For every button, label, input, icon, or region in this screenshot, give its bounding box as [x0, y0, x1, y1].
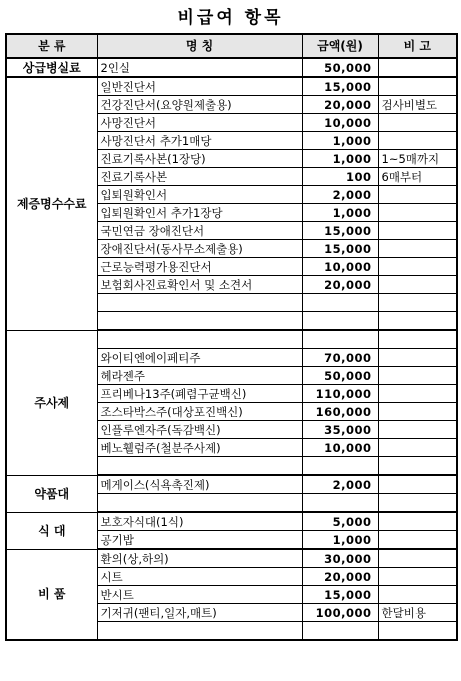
note-cell	[378, 58, 457, 77]
note-cell	[378, 349, 457, 367]
header-name: 명 칭	[97, 34, 302, 58]
amount-cell: 1,000	[302, 204, 378, 222]
table-row	[6, 330, 457, 349]
note-cell	[378, 586, 457, 604]
table-row	[6, 475, 457, 494]
amount-cell: 2,000	[302, 186, 378, 204]
item-name-cell: 입퇴원확인서 추가1장당	[97, 204, 302, 222]
item-name-cell: 공기밥	[97, 531, 302, 550]
amount-cell: 15,000	[302, 586, 378, 604]
note-cell	[378, 549, 457, 568]
note-cell	[378, 240, 457, 258]
amount-cell: 100	[302, 168, 378, 186]
item-name-cell: 시트	[97, 568, 302, 586]
note-cell	[378, 439, 457, 457]
amount-cell: 1,000	[302, 531, 378, 550]
amount-cell	[302, 312, 378, 331]
item-name-cell: 건강진단서(요양원제출용)	[97, 96, 302, 114]
amount-cell: 1,000	[302, 150, 378, 168]
note-cell	[378, 312, 457, 331]
note-cell	[378, 403, 457, 421]
note-cell	[378, 114, 457, 132]
note-cell: 6매부터	[378, 168, 457, 186]
item-name-cell: 기저귀(팬티,일자,매트)	[97, 604, 302, 622]
amount-cell	[302, 294, 378, 312]
amount-cell: 10,000	[302, 439, 378, 457]
note-cell	[378, 385, 457, 403]
note-cell	[378, 531, 457, 550]
amount-cell	[302, 330, 378, 349]
amount-cell	[302, 622, 378, 641]
amount-cell	[302, 494, 378, 513]
amount-cell: 5,000	[302, 512, 378, 531]
item-name-cell: 근로능력평가용진단서	[97, 258, 302, 276]
note-cell	[378, 276, 457, 294]
category-cell: 식 대	[6, 512, 97, 549]
amount-cell: 15,000	[302, 77, 378, 96]
item-name-cell: 사망진단서	[97, 114, 302, 132]
note-cell	[378, 457, 457, 476]
item-name-cell: 입퇴원확인서	[97, 186, 302, 204]
note-cell	[378, 186, 457, 204]
item-name-cell: 와이티엔에이페티주	[97, 349, 302, 367]
header-category: 분 류	[6, 34, 97, 58]
amount-cell: 110,000	[302, 385, 378, 403]
category-cell: 비 품	[6, 549, 97, 640]
item-name-cell: 국민연금 장애진단서	[97, 222, 302, 240]
note-cell	[378, 77, 457, 96]
item-name-cell: 2인실	[97, 58, 302, 77]
amount-cell: 15,000	[302, 240, 378, 258]
amount-cell: 20,000	[302, 276, 378, 294]
category-cell: 제증명수수료	[6, 77, 97, 330]
table-body	[6, 58, 457, 640]
note-cell	[378, 132, 457, 150]
note-cell	[378, 512, 457, 531]
item-name-cell: 베노휄럼주(철분주사제)	[97, 439, 302, 457]
page-title: 비급여 항목	[177, 8, 284, 28]
item-name-cell	[97, 494, 302, 513]
note-cell	[378, 622, 457, 641]
item-name-cell: 조스타박스주(대상포진백신)	[97, 403, 302, 421]
amount-cell: 100,000	[302, 604, 378, 622]
item-name-cell: 인플루엔자주(독감백신)	[97, 421, 302, 439]
item-name-cell	[97, 330, 302, 349]
amount-cell: 10,000	[302, 258, 378, 276]
item-name-cell	[97, 294, 302, 312]
amount-cell: 35,000	[302, 421, 378, 439]
item-name-cell: 장애진단서(동사무소제출용)	[97, 240, 302, 258]
item-name-cell: 사망진단서 추가1매당	[97, 132, 302, 150]
item-name-cell: 진료기록사본(1장당)	[97, 150, 302, 168]
item-name-cell: 메게이스(식욕촉진제)	[97, 475, 302, 494]
header-amount: 금액(원)	[302, 34, 378, 58]
amount-cell: 1,000	[302, 132, 378, 150]
amount-cell: 10,000	[302, 114, 378, 132]
header-row	[6, 34, 457, 58]
item-name-cell: 반시트	[97, 586, 302, 604]
fee-table	[5, 33, 458, 641]
note-cell	[378, 330, 457, 349]
note-cell: 한달비용	[378, 604, 457, 622]
note-cell: 1~5매까지	[378, 150, 457, 168]
note-cell: 검사비별도	[378, 96, 457, 114]
amount-cell: 15,000	[302, 222, 378, 240]
category-cell: 약품대	[6, 475, 97, 512]
amount-cell: 2,000	[302, 475, 378, 494]
category-cell: 상급병실료	[6, 58, 97, 77]
item-name-cell: 일반진단서	[97, 77, 302, 96]
amount-cell: 50,000	[302, 367, 378, 385]
table-row	[6, 58, 457, 77]
amount-cell: 70,000	[302, 349, 378, 367]
category-cell: 주사제	[6, 330, 97, 475]
amount-cell: 30,000	[302, 549, 378, 568]
item-name-cell: 진료기록사본	[97, 168, 302, 186]
item-name-cell: 헤라젠주	[97, 367, 302, 385]
item-name-cell	[97, 312, 302, 331]
amount-cell: 160,000	[302, 403, 378, 421]
header-note: 비 고	[378, 34, 457, 58]
item-name-cell: 환의(상,하의)	[97, 549, 302, 568]
note-cell	[378, 421, 457, 439]
table-row	[6, 77, 457, 96]
amount-cell	[302, 457, 378, 476]
note-cell	[378, 367, 457, 385]
note-cell	[378, 494, 457, 513]
note-cell	[378, 204, 457, 222]
note-cell	[378, 222, 457, 240]
item-name-cell: 프리베나13주(폐렴구균백신)	[97, 385, 302, 403]
amount-cell: 50,000	[302, 58, 378, 77]
item-name-cell	[97, 622, 302, 641]
note-cell	[378, 258, 457, 276]
note-cell	[378, 294, 457, 312]
amount-cell: 20,000	[302, 96, 378, 114]
table-row	[6, 512, 457, 531]
amount-cell: 20,000	[302, 568, 378, 586]
note-cell	[378, 568, 457, 586]
item-name-cell: 보험회사진료확인서 및 소견서	[97, 276, 302, 294]
item-name-cell	[97, 457, 302, 476]
note-cell	[378, 475, 457, 494]
item-name-cell: 보호자식대(1식)	[97, 512, 302, 531]
table-row	[6, 549, 457, 568]
